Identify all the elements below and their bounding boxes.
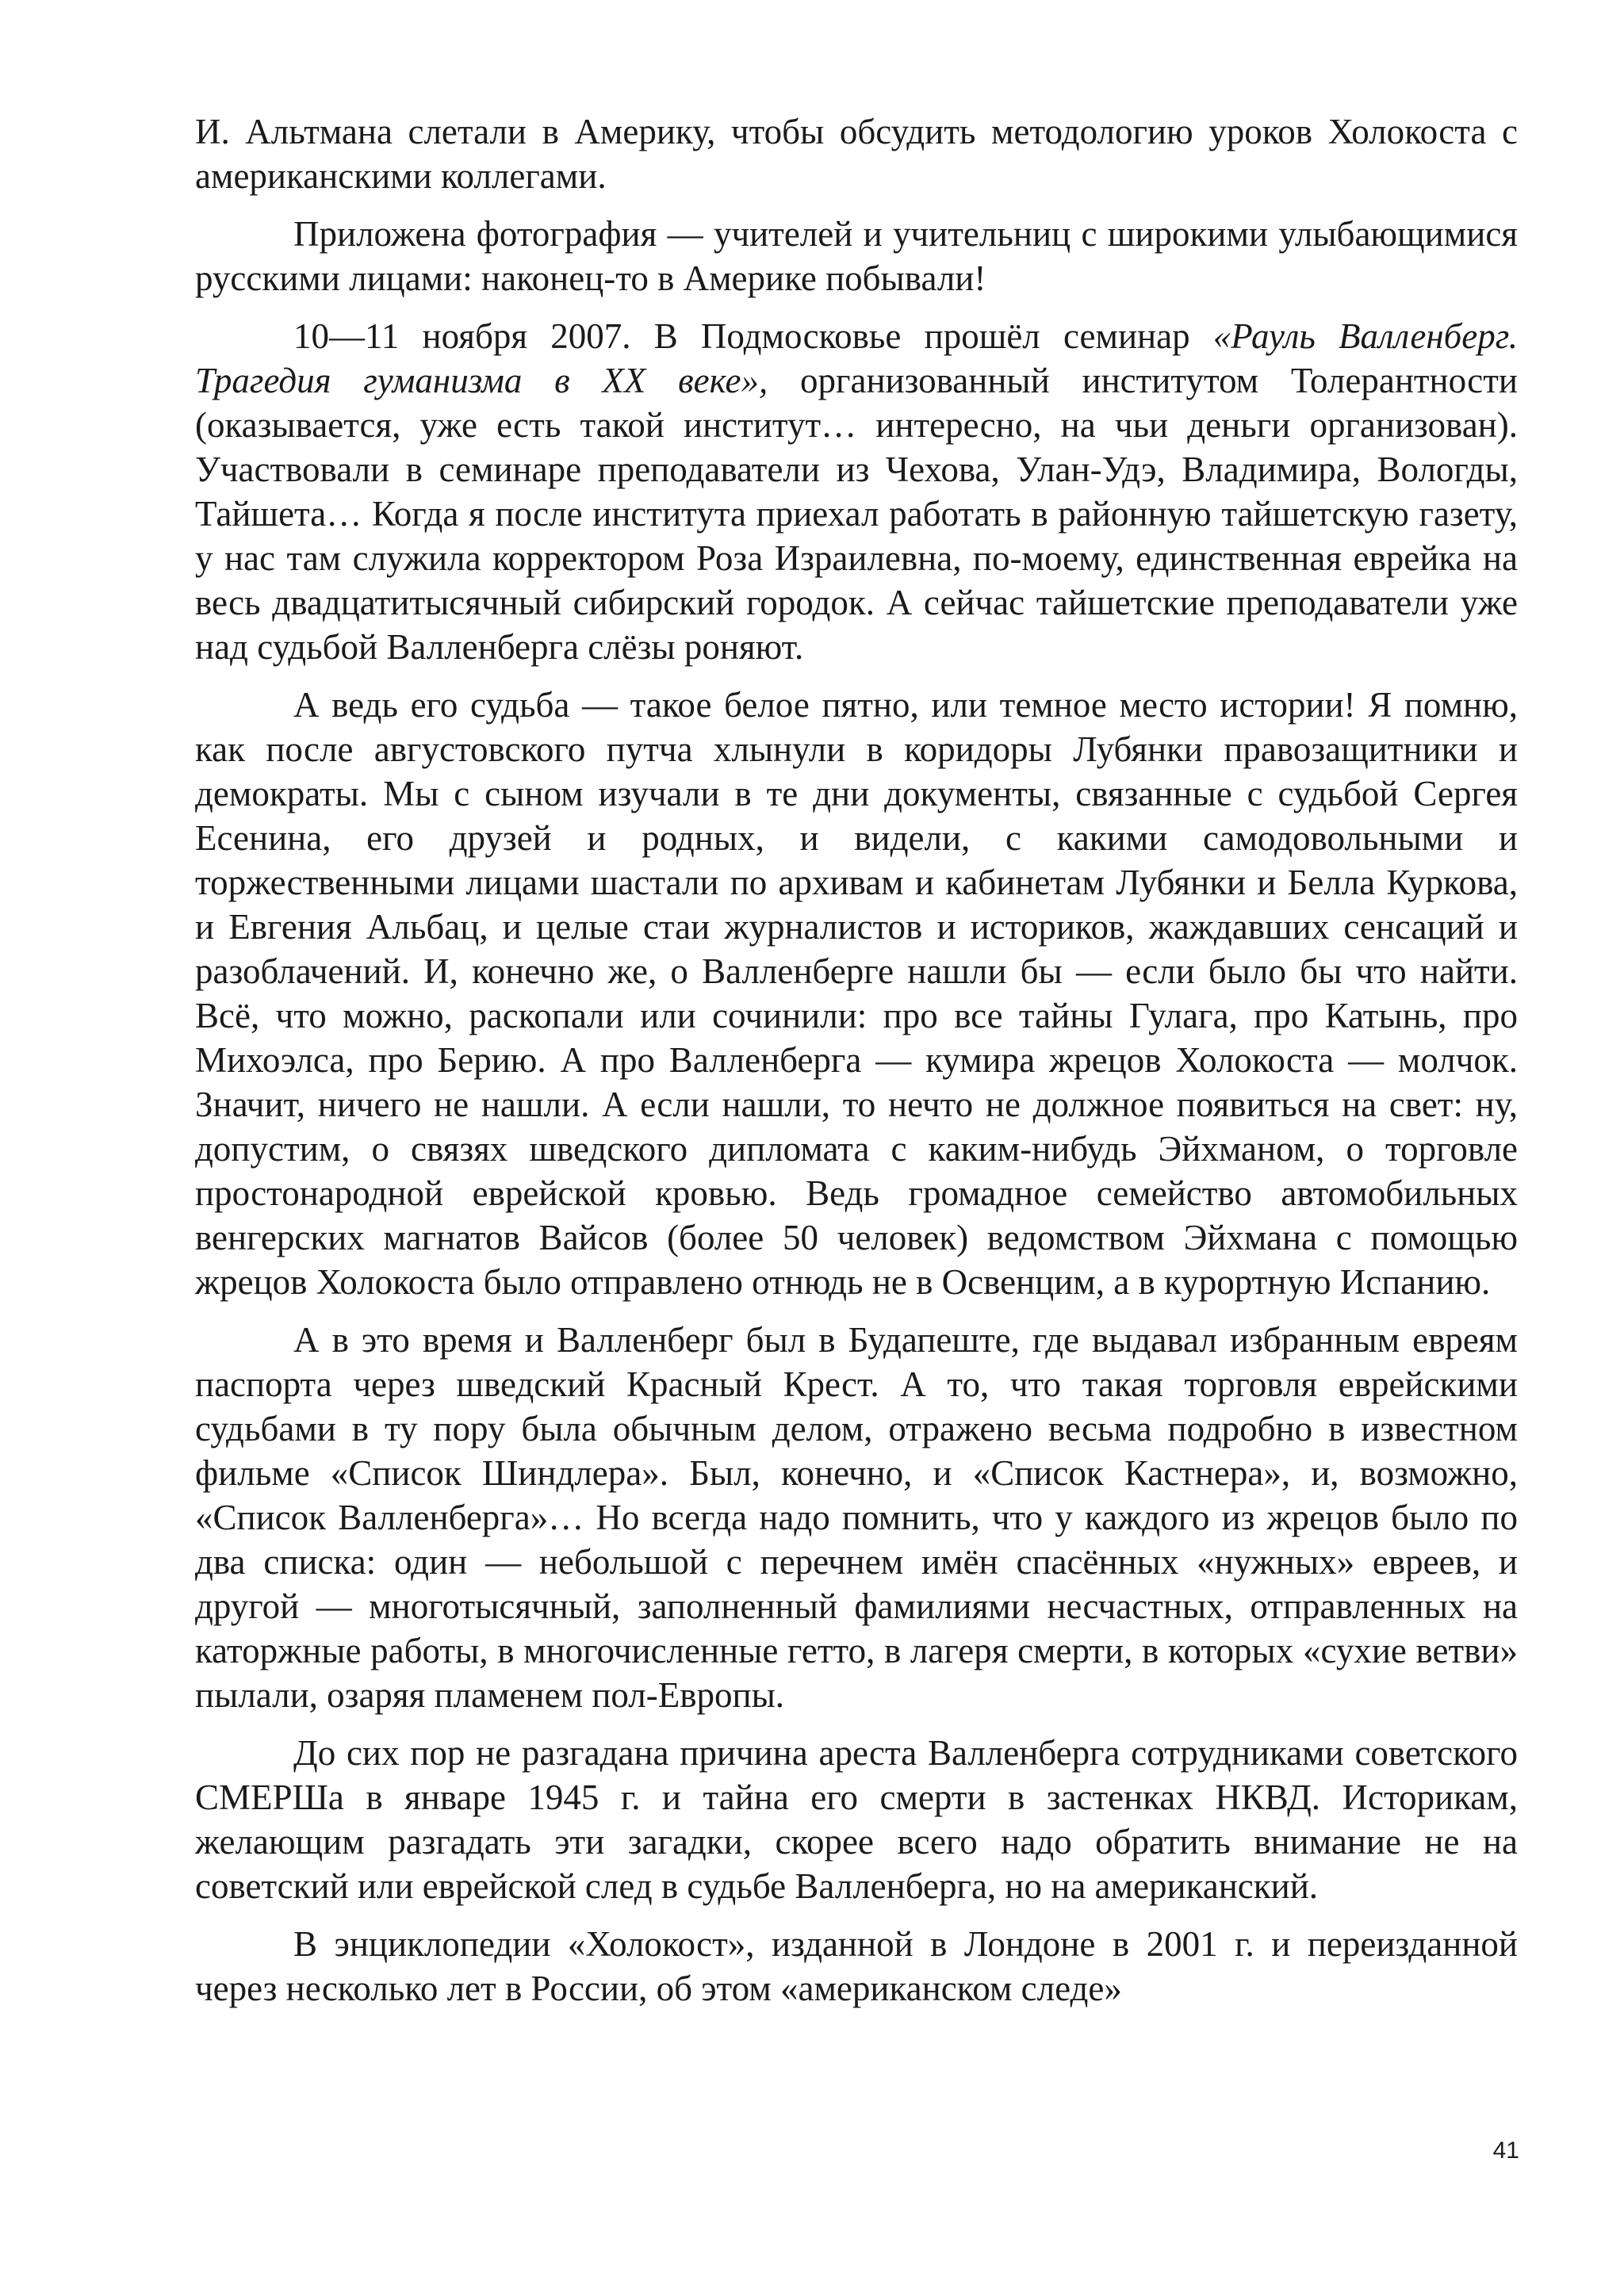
italic-text: «Рауль Валленберг. Трагедия гуманизма в XX веке», [195, 316, 1518, 400]
paragraph [195, 1731, 1518, 1908]
text-run: Приложена фотография — учителей и учительниц с широкими улыбающимися русскими лицами: наконец-то в Америке побывали! [195, 214, 1518, 298]
paragraph [195, 314, 1518, 669]
text-run: 10—11 ноября 2007. В Подмосковье прошёл семинар [293, 316, 1213, 356]
paragraph [195, 1318, 1518, 1717]
text-run: И. Альтмана слетали в Америку, чтобы обсудить методологию уроков Холокоста с американскими коллегами. [195, 112, 1518, 196]
document-body [195, 109, 1518, 2024]
text-run: А ведь его судьба — такое белое пятно, или темное место истории! Я помню, как после августовского путча хлынули в коридоры Лубянки правозащитники и демократы. Мы с сыном изучали в те дни документы, связанные с судьбой Сергея Есенина, его друзей и родных, и видели, с какими самодовольными и торжественными лицами шастали по архивам и кабинетам Лубянки и Белла Куркова, и Евгения Альбац, и целые стаи журналистов и историков, жаждавших сенсаций и разоблачений. И, конечно же, о Валленберге нашли бы — если было бы что найти. Всё, что можно, раскопали или сочинили: про все тайны Гулага, про Катынь, про Михоэлса, про Берию. А про Валленберга — кумира жрецов Холокоста — молчок. Значит, ничего не нашли. А если нашли, то нечто не должное появиться на свет: ну, допустим, о связях шведского дипломата с каким-нибудь Эйхманом, о торговле простонародной еврейской кровью. Ведь громадное семейство автомобильных венгерских магнатов Вайсов (более 50 человек) ведомством Эйхмана с помощью жрецов Холокоста было отправлено отнюдь не в Освенцим, а в курортную Испанию. [195, 685, 1518, 1302]
text-run: А в это время и Валленберг был в Будапеште, где выдавал избранным евреям паспорта через шведский Красный Крест. А то, что такая торговля еврейскими судьбами в ту пору была обычным делом, отражено весьма подробно в известном фильме «Список Шиндлера». Был, конечно, и «Список Кастнера», и, возможно, «Список Валленберга»… Но всегда надо помнить, что у каждого из жрецов было по два списка: один — небольшой с перечнем имён спасённых «нужных» евреев, и другой — многотысячный, заполненный фамилиями несчастных, отправленных на каторжные работы, в многочисленные гетто, в лагеря смерти, в которых «сухие ветви» пылали, озаряя пламенем пол-Европы. [195, 1320, 1518, 1715]
paragraph [195, 212, 1518, 300]
text-run: До сих пор не разгадана причина ареста Валленберга сотрудниками советского СМЕРШа в январе 1945 г. и тайна его смерти в застенках НКВД. Историкам, желающим разгадать эти загадки, скорее всего надо обратить внимание не на советский или еврейской след в судьбе Валленберга, но на американский. [195, 1733, 1518, 1906]
text-run: организованный институтом Толерантности (оказывается, уже есть такой институт… интересно, на чьи деньги организован). Участвовали в семинаре преподаватели из Чехова, Улан-Удэ, Владимира, Вологды, Тайшета… Когда я после института приехал работать в районную тайшетскую газету, у нас там служила корректором Роза Израилевна, по-моему, единственная еврейка на весь двадцатитысячный сибирский городок. А сейчас тайшетские преподаватели уже над судьбой Валленберга слёзы роняют. [195, 361, 1518, 667]
page-number: 41 [1492, 2137, 1519, 2164]
paragraph [195, 109, 1518, 198]
paragraph [195, 683, 1518, 1304]
paragraph [195, 1922, 1518, 2011]
text-run: В энциклопедии «Холокост», изданной в Лондоне в 2001 г. и переизданной через несколько лет в России, об этом «американском следе» [195, 1924, 1518, 2008]
